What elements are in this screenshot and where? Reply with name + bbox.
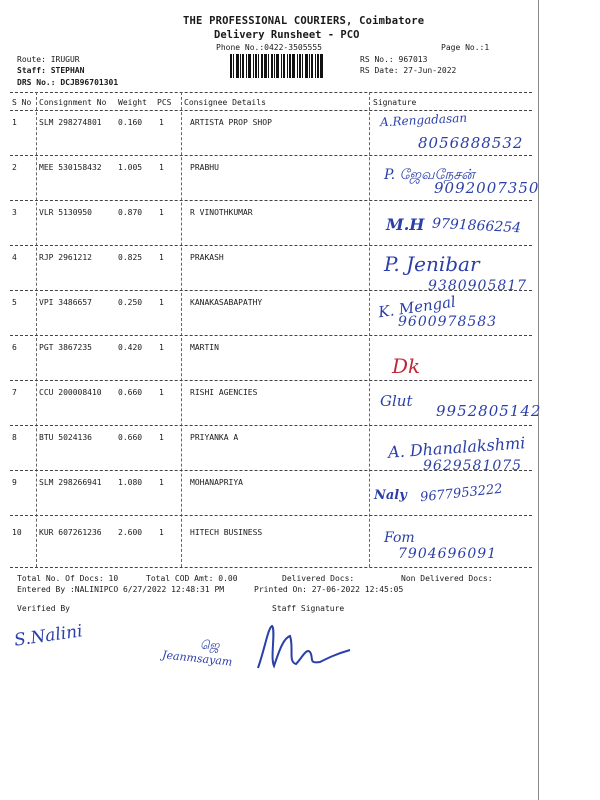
delivered-docs: Delivered Docs: (282, 574, 355, 583)
row-consignee: PRABHU (190, 163, 219, 172)
row-signature-name: K. Mengal (377, 292, 457, 322)
total-docs: Total No. Of Docs: 10 (17, 574, 119, 583)
col-sno: S No (12, 98, 32, 107)
row-sno: 5 (12, 298, 17, 307)
staff-signature-label: Staff Signature (272, 604, 345, 613)
row-sno: 6 (12, 343, 17, 352)
row-weight: 0.660 (118, 433, 143, 442)
row-sno: 8 (12, 433, 17, 442)
row-signature-phone: 9092007350 (434, 179, 540, 197)
row-weight: 2.600 (118, 528, 143, 537)
row-pcs: 1 (159, 208, 164, 217)
row-pcs: 1 (159, 478, 164, 487)
staff-signature-scribble (250, 618, 360, 678)
row-consignment: CCU 200008410 (39, 388, 102, 397)
row-signature-phone: 9677953222 (419, 481, 504, 506)
row-sno: 2 (12, 163, 17, 172)
row-consignment: VLR 5130950 (39, 208, 92, 217)
document-title: Delivery Runsheet - PCO (214, 29, 360, 41)
staff-signature: Jeanmsayam (161, 648, 233, 669)
row-consignment: RJP 2961212 (39, 253, 92, 262)
col-consignee: Consignee Details (184, 98, 266, 107)
col-weight: Weight (118, 98, 147, 107)
row-signature-name: Naly (374, 488, 407, 503)
row-weight: 0.250 (118, 298, 143, 307)
row-pcs: 1 (159, 118, 164, 127)
row-consignment: KUR 607261236 (39, 528, 102, 537)
row-weight: 0.660 (118, 388, 143, 397)
row-weight: 0.420 (118, 343, 143, 352)
non-delivered-docs: Non Delivered Docs: (401, 574, 493, 583)
row-sno: 10 (12, 528, 22, 537)
row-signature-name: Glut (380, 392, 413, 410)
verified-by-label: Verified By (17, 604, 70, 613)
col-signature: Signature (373, 98, 417, 107)
row-pcs: 1 (159, 343, 164, 352)
row-signature-name: M.H (386, 215, 425, 234)
rs-date: RS Date: 27-Jun-2022 (360, 66, 457, 75)
row-sno: 3 (12, 208, 17, 217)
entered-by: Entered By :NALINIPCO 6/27/2022 12:48:31 PM (17, 585, 225, 594)
row-signature-phone: 9629581075 (423, 458, 523, 474)
row-consignment: MEE 530158432 (39, 163, 102, 172)
row-signature-phone: 9791866254 (431, 215, 522, 237)
row-signature-name: Dk (392, 354, 421, 378)
row-signature-name: A. Dhanalakshmi (387, 433, 526, 462)
row-sno: 9 (12, 478, 17, 487)
col-consignment: Consignment No (39, 98, 107, 107)
row-weight: 0.870 (118, 208, 143, 217)
row-signature-phone: 9952805142 (436, 402, 542, 420)
phone-number: Phone No.:0422-3505555 (216, 43, 322, 52)
rs-number: RS No.: 967013 (360, 55, 428, 64)
verifier-signature: S.Nalini (12, 621, 84, 651)
printed-on: Printed On: 27-06-2022 12:45:05 (254, 585, 404, 594)
row-consignee: ARTISTA PROP SHOP (190, 118, 272, 127)
row-consignee: R VINOTHKUMAR (190, 208, 253, 217)
row-consignment: BTU 5024136 (39, 433, 92, 442)
row-consignee: KANAKASABAPATHY (190, 298, 263, 307)
row-weight: 1.005 (118, 163, 143, 172)
row-consignment: SLM 298274801 (39, 118, 102, 127)
row-signature-phone: 9380905817 (428, 278, 528, 294)
row-pcs: 1 (159, 528, 164, 537)
row-consignee: MOHANAPRIYA (190, 478, 243, 487)
staff-signature-mark: ஜெ (200, 638, 220, 652)
row-consignee: MARTIN (190, 343, 219, 352)
route: Route: IRUGUR (17, 55, 80, 64)
row-consignment: SLM 298266941 (39, 478, 102, 487)
row-pcs: 1 (159, 298, 164, 307)
row-signature-name: P. ஜேவநேசன் (384, 167, 475, 183)
row-signature-name: A.Rengadasan (379, 110, 468, 130)
total-cod: Total COD Amt: 0.00 (146, 574, 238, 583)
row-consignee: RISHI AGENCIES (190, 388, 258, 397)
drs-number: DRS No.: DCJB96701301 (17, 78, 119, 87)
row-pcs: 1 (159, 163, 164, 172)
row-signature-phone: 7904696091 (398, 546, 498, 562)
row-signature-name: Fom (384, 530, 415, 546)
row-signature-phone: 8056888532 (418, 134, 524, 152)
row-sno: 1 (12, 118, 17, 127)
row-consignee: HITECH BUSINESS (190, 528, 263, 537)
row-weight: 1.080 (118, 478, 143, 487)
row-sno: 4 (12, 253, 17, 262)
col-pcs: PCS (157, 98, 172, 107)
row-consignee: PRIYANKA A (190, 433, 239, 442)
page-number: Page No.:1 (441, 43, 490, 52)
row-consignment: VPI 3486657 (39, 298, 92, 307)
row-consignment: PGT 3867235 (39, 343, 92, 352)
row-pcs: 1 (159, 388, 164, 397)
row-weight: 0.825 (118, 253, 143, 262)
row-pcs: 1 (159, 433, 164, 442)
row-weight: 0.160 (118, 118, 143, 127)
row-sno: 7 (12, 388, 17, 397)
barcode (230, 54, 354, 78)
row-signature-phone: 9600978583 (398, 314, 498, 330)
company-name: THE PROFESSIONAL COURIERS, Coimbatore (183, 15, 425, 27)
staff: Staff: STEPHAN (17, 66, 85, 75)
row-signature-name: P. Jenibar (384, 252, 480, 276)
row-consignee: PRAKASH (190, 253, 224, 262)
row-pcs: 1 (159, 253, 164, 262)
